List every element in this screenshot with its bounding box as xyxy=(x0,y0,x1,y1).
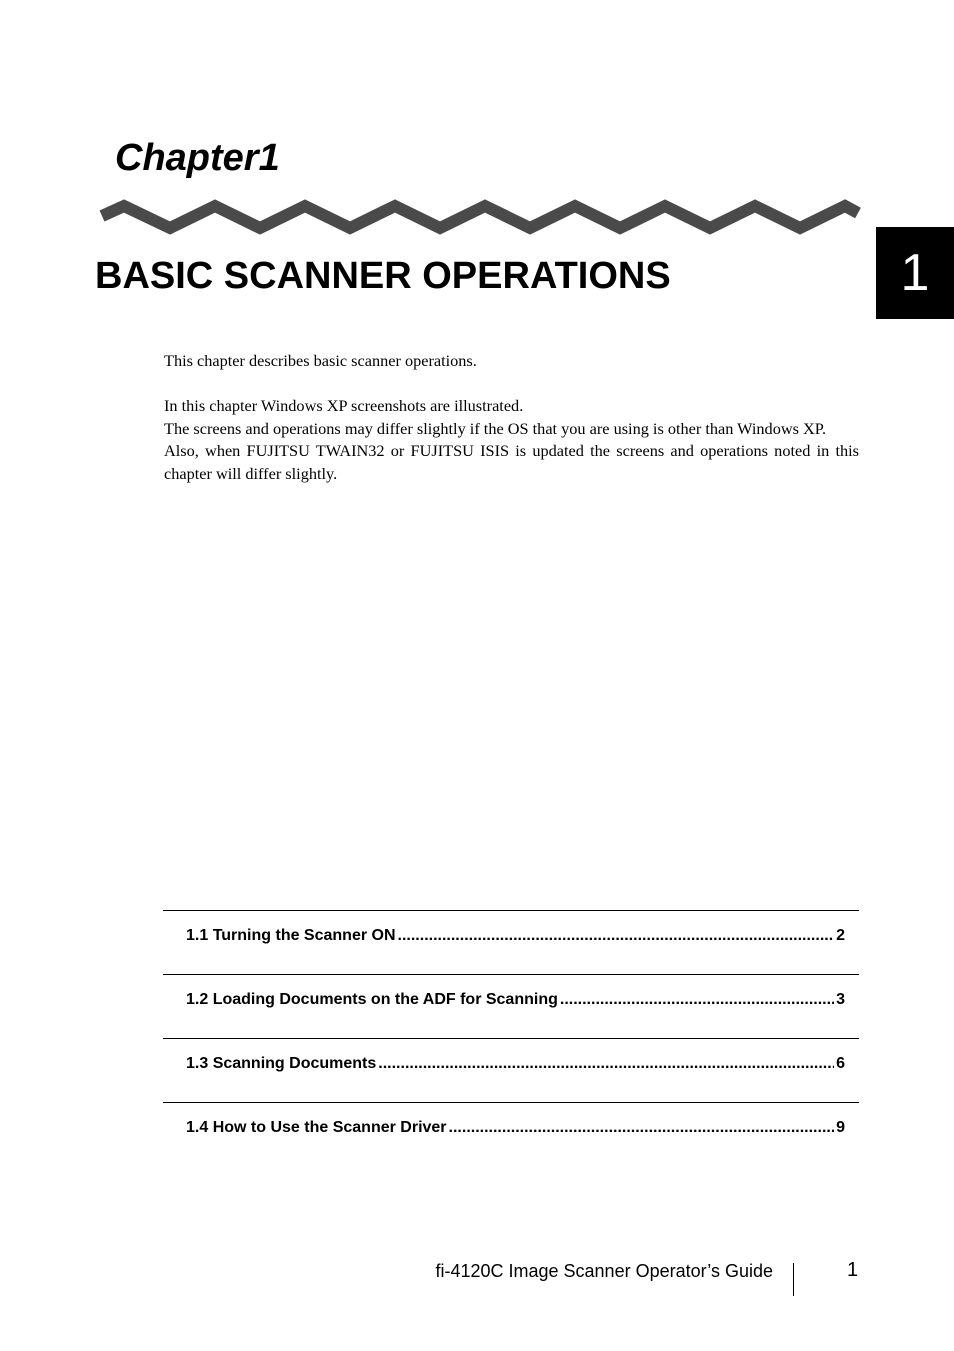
toc-entry-page[interactable]: 6 xyxy=(836,1055,845,1072)
chapter-label: Chapter1 xyxy=(115,137,280,179)
intro-paragraph: In this chapter Windows XP screenshots are illustrated. xyxy=(164,396,524,415)
footer-divider xyxy=(793,1263,794,1296)
chapter-tab-number: 1 xyxy=(900,244,930,302)
toc-row[interactable] xyxy=(163,910,859,974)
footer-page-number: 1 xyxy=(847,1259,859,1281)
toc-entry-page[interactable]: 2 xyxy=(836,927,845,944)
toc-entry-title[interactable]: 1.1 Turning the Scanner ON xyxy=(186,927,396,944)
toc-entry-title[interactable]: 1.2 Loading Documents on the ADF for Scanning xyxy=(186,991,558,1008)
table-of-contents xyxy=(163,910,859,1166)
toc-dot-leader xyxy=(398,926,835,946)
toc-entry-title[interactable]: 1.4 How to Use the Scanner Driver xyxy=(186,1119,447,1136)
toc-dot-leader xyxy=(378,1054,834,1074)
toc-row[interactable] xyxy=(163,1102,859,1166)
intro-text xyxy=(164,350,859,485)
footer-guide-title: fi-4120C Image Scanner Operator’s Guide xyxy=(435,1261,773,1281)
intro-paragraph: The screens and operations may differ slightly if the OS that you are using is other than Windows XP. xyxy=(164,418,827,438)
toc-entry-page[interactable]: 3 xyxy=(836,991,845,1008)
chapter-tab xyxy=(876,227,954,319)
zigzag-divider xyxy=(98,196,862,242)
toc-dot-leader xyxy=(449,1118,835,1138)
toc-dot-leader xyxy=(560,990,834,1010)
toc-entry-title[interactable]: 1.3 Scanning Documents xyxy=(186,1055,377,1072)
toc-entry-page[interactable]: 9 xyxy=(836,1119,845,1136)
chapter-title: BASIC SCANNER OPERATIONS xyxy=(95,255,671,297)
intro-paragraph: Also, when FUJITSU TWAIN32 or FUJITSU ISIS is updated the screens and operations noted in this chapter will differ slightly. xyxy=(164,441,859,483)
toc-row[interactable] xyxy=(163,1038,859,1102)
intro-paragraph: This chapter describes basic scanner operations. xyxy=(164,351,477,370)
toc-row[interactable] xyxy=(163,974,859,1038)
